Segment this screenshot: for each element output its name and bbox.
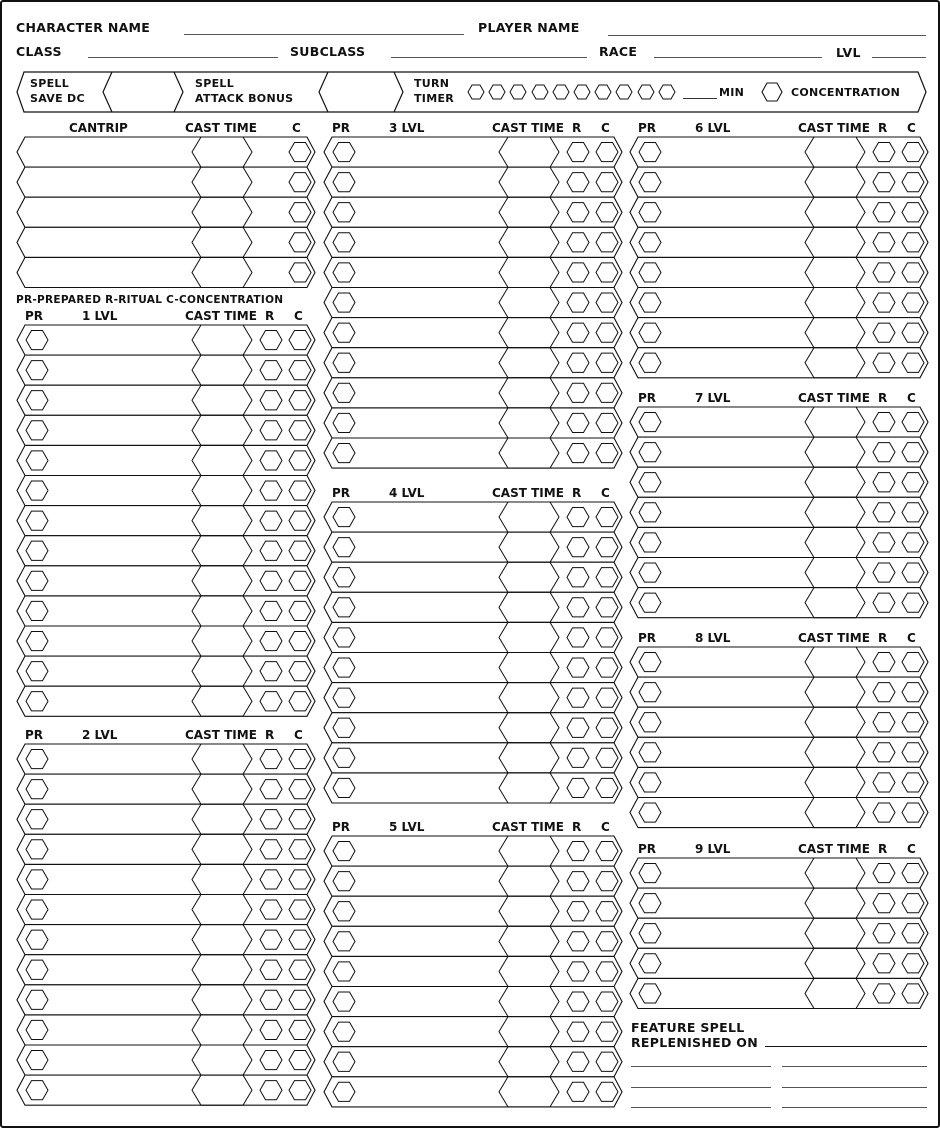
spell-row[interactable] [324, 622, 622, 652]
spell-name-field[interactable] [324, 288, 622, 318]
spell-save-dc-label-2: SAVE DC [30, 92, 85, 105]
timer-box-hex-icon[interactable] [509, 83, 527, 101]
spell-name-field[interactable] [17, 167, 315, 197]
spell-row[interactable] [17, 686, 315, 716]
spell-name-field[interactable] [630, 167, 928, 197]
spell-name-field[interactable] [630, 227, 928, 257]
cast-time-column-label: CAST TIME [798, 631, 870, 645]
spell-name-field[interactable] [324, 743, 622, 773]
spell-row[interactable] [17, 566, 315, 596]
section-title: 7 LVL [695, 391, 731, 405]
ritual-column-label: R [878, 842, 888, 856]
spell-row[interactable] [17, 137, 315, 167]
replenished-on-field[interactable] [765, 1046, 927, 1047]
spell-row[interactable] [17, 804, 315, 834]
spell-row[interactable] [17, 385, 315, 415]
spell-name-field[interactable] [324, 1077, 622, 1107]
race-label: RACE [599, 44, 638, 59]
spell-name-field[interactable] [17, 1075, 315, 1105]
spell-name-field[interactable] [630, 737, 928, 767]
spell-name-field[interactable] [324, 378, 622, 408]
cast-time-column-label: CAST TIME [492, 820, 564, 834]
spell-name-field[interactable] [17, 385, 315, 415]
spell-name-field[interactable] [17, 1015, 315, 1045]
ritual-column-label: R [265, 728, 275, 742]
spell-row[interactable] [17, 985, 315, 1015]
spell-rows [630, 407, 932, 622]
spell-row[interactable] [17, 925, 315, 955]
prepared-column-label: PR [332, 486, 351, 500]
spell-row[interactable] [17, 744, 315, 774]
spell-row[interactable] [17, 895, 315, 925]
spell-name-field[interactable] [324, 926, 622, 956]
spell-name-field[interactable] [630, 918, 928, 948]
spell-attack-label-1: SPELL [195, 77, 235, 90]
spell-save-dc-label-1: SPELL [30, 77, 70, 90]
spell-name-field[interactable] [17, 227, 315, 257]
spell-name-field[interactable] [630, 137, 928, 167]
spell-row[interactable] [17, 197, 315, 227]
cast-time-column-label: CAST TIME [185, 728, 257, 742]
spell-row[interactable] [324, 378, 622, 408]
timer-box-hex-icon[interactable] [467, 83, 485, 101]
spell-row[interactable] [324, 167, 622, 197]
concentration-column-label: C [907, 842, 916, 856]
spell-name-field[interactable] [17, 955, 315, 985]
spell-row[interactable] [324, 197, 622, 227]
timer-box-hex-icon[interactable] [658, 83, 676, 101]
player-name-label: PLAYER NAME [478, 20, 580, 35]
spell-name-field[interactable] [17, 804, 315, 834]
spell-name-field[interactable] [630, 348, 928, 378]
spell-row[interactable] [324, 1047, 622, 1077]
section-title: 4 LVL [389, 486, 425, 500]
feature-spell-line[interactable] [631, 1107, 771, 1108]
concentration-column-label: C [294, 728, 303, 742]
spell-row[interactable] [17, 626, 315, 656]
spell-row[interactable] [17, 536, 315, 566]
spell-name-field[interactable] [324, 227, 622, 257]
spell-row[interactable] [630, 677, 928, 707]
spell-row[interactable] [324, 562, 622, 592]
spell-name-field[interactable] [17, 864, 315, 894]
spell-save-dc-input[interactable] [112, 74, 174, 110]
spell-name-field[interactable] [324, 502, 622, 532]
prepared-column-label: PR [638, 391, 657, 405]
spell-name-field[interactable] [324, 167, 622, 197]
spell-row[interactable] [324, 318, 622, 348]
spell-row[interactable] [630, 707, 928, 737]
spell-name-field[interactable] [17, 925, 315, 955]
spell-row[interactable] [17, 355, 315, 385]
spell-row[interactable] [324, 137, 622, 167]
spell-row[interactable] [17, 325, 315, 355]
spell-name-field[interactable] [630, 647, 928, 677]
spell-row[interactable] [17, 774, 315, 804]
spell-row[interactable] [324, 713, 622, 743]
spell-row[interactable] [630, 497, 928, 527]
timer-box-hex-icon[interactable] [552, 83, 570, 101]
spell-row[interactable] [324, 592, 622, 622]
spell-rows [17, 744, 319, 1109]
spell-rows [17, 137, 319, 292]
spell-row[interactable] [324, 348, 622, 378]
spell-name-field[interactable] [17, 686, 315, 716]
spell-row[interactable] [17, 476, 315, 506]
section-title: 1 LVL [82, 309, 118, 323]
spell-name-field[interactable] [17, 744, 315, 774]
concentration-column-label: C [907, 631, 916, 645]
spell-name-field[interactable] [630, 978, 928, 1008]
spell-name-field[interactable] [324, 197, 622, 227]
spell-row[interactable] [324, 1017, 622, 1047]
spell-row[interactable] [324, 896, 622, 926]
spell-name-field[interactable] [324, 348, 622, 378]
spell-name-field[interactable] [324, 318, 622, 348]
spell-row[interactable] [630, 167, 928, 197]
spell-name-field[interactable] [324, 987, 622, 1017]
spell-row[interactable] [630, 978, 928, 1008]
spell-row[interactable] [17, 596, 315, 626]
concentration-hex-icon[interactable] [761, 82, 783, 102]
spell-name-field[interactable] [630, 558, 928, 588]
spell-name-field[interactable] [324, 866, 622, 896]
spell-row[interactable] [324, 438, 622, 468]
spell-row[interactable] [17, 257, 315, 287]
spell-row[interactable] [324, 408, 622, 438]
spell-rows [630, 647, 932, 832]
spell-row[interactable] [324, 1077, 622, 1107]
spell-row[interactable] [630, 257, 928, 287]
spell-rows [17, 325, 319, 720]
spell-rows [630, 858, 932, 1013]
feature-spell-label-2: REPLENISHED ON [631, 1035, 758, 1050]
feature-spell-line[interactable] [782, 1107, 927, 1108]
section-title: 8 LVL [695, 631, 731, 645]
spell-row[interactable] [324, 653, 622, 683]
spell-name-field[interactable] [324, 1017, 622, 1047]
prepared-column-label: PR [638, 631, 657, 645]
concentration-label: CONCENTRATION [791, 86, 901, 99]
cast-time-column-label: CAST TIME [492, 486, 564, 500]
timer-box-hex-icon[interactable] [615, 83, 633, 101]
cast-time-column-label: CAST TIME [798, 391, 870, 405]
prepared-column-label: PR [332, 820, 351, 834]
spell-row[interactable] [324, 288, 622, 318]
spell-row[interactable] [630, 288, 928, 318]
spell-row[interactable] [17, 506, 315, 536]
level-label: LVL [836, 45, 861, 60]
prepared-column-label: PR [25, 309, 44, 323]
spell-row[interactable] [630, 918, 928, 948]
spell-name-field[interactable] [17, 985, 315, 1015]
spell-row[interactable] [324, 743, 622, 773]
spell-name-field[interactable] [324, 1047, 622, 1077]
spell-name-field[interactable] [17, 137, 315, 167]
spell-row[interactable] [630, 197, 928, 227]
ritual-column-label: R [572, 121, 582, 135]
spell-row[interactable] [630, 318, 928, 348]
section-title: 9 LVL [695, 842, 731, 856]
spell-row[interactable] [630, 437, 928, 467]
spell-rows [324, 137, 626, 472]
spell-row[interactable] [324, 987, 622, 1017]
spell-row[interactable] [324, 502, 622, 532]
spell-name-field[interactable] [324, 773, 622, 803]
spell-name-field[interactable] [17, 626, 315, 656]
spell-name-field[interactable] [630, 948, 928, 978]
spell-row[interactable] [324, 773, 622, 803]
spell-name-field[interactable] [324, 257, 622, 287]
spell-name-field[interactable] [17, 197, 315, 227]
spell-row[interactable] [630, 647, 928, 677]
spell-row[interactable] [630, 798, 928, 828]
spell-row[interactable] [630, 467, 928, 497]
spell-name-field[interactable] [17, 476, 315, 506]
spell-name-field[interactable] [324, 408, 622, 438]
section-title: 3 LVL [389, 121, 425, 135]
spell-row[interactable] [17, 1075, 315, 1105]
spell-name-field[interactable] [17, 566, 315, 596]
timer-box-hex-icon[interactable] [594, 83, 612, 101]
spell-name-field[interactable] [324, 622, 622, 652]
spell-name-field[interactable] [324, 438, 622, 468]
spell-name-field[interactable] [630, 677, 928, 707]
class-label: CLASS [16, 44, 62, 59]
section-title: 6 LVL [695, 121, 731, 135]
cast-time-column-label: CAST TIME [185, 121, 257, 135]
spell-name-field[interactable] [17, 325, 315, 355]
spell-row[interactable] [630, 767, 928, 797]
spell-name-field[interactable] [17, 536, 315, 566]
feature-spell-line[interactable] [782, 1087, 927, 1088]
spell-name-field[interactable] [17, 506, 315, 536]
spell-name-field[interactable] [630, 888, 928, 918]
spell-rows [630, 137, 932, 382]
spell-name-field[interactable] [17, 656, 315, 686]
ritual-column-label: R [265, 309, 275, 323]
spell-name-field[interactable] [630, 767, 928, 797]
timer-box-hex-icon[interactable] [531, 83, 549, 101]
cast-time-column-label: CAST TIME [185, 309, 257, 323]
concentration-column-label: C [294, 309, 303, 323]
spell-name-field[interactable] [324, 653, 622, 683]
spell-name-field[interactable] [630, 437, 928, 467]
ritual-column-label: R [878, 121, 888, 135]
spell-row[interactable] [17, 864, 315, 894]
cast-time-column-label: CAST TIME [492, 121, 564, 135]
spell-name-field[interactable] [17, 834, 315, 864]
spell-name-field[interactable] [324, 532, 622, 562]
min-label: MIN [719, 86, 745, 99]
spell-row[interactable] [17, 415, 315, 445]
spell-row[interactable] [324, 836, 622, 866]
spell-name-field[interactable] [630, 497, 928, 527]
ritual-column-label: R [878, 631, 888, 645]
timer-box-hex-icon[interactable] [573, 83, 591, 101]
spell-name-field[interactable] [630, 257, 928, 287]
concentration-column-label: C [601, 820, 610, 834]
spell-name-field[interactable] [630, 588, 928, 618]
spell-row[interactable] [630, 558, 928, 588]
timer-box-hex-icon[interactable] [637, 83, 655, 101]
prepared-column-label: PR [332, 121, 351, 135]
spell-row[interactable] [324, 683, 622, 713]
turn-timer-label-1: TURN [414, 77, 450, 90]
spell-name-field[interactable] [17, 1045, 315, 1075]
spell-row[interactable] [630, 137, 928, 167]
spell-row[interactable] [324, 956, 622, 986]
ritual-column-label: R [878, 391, 888, 405]
spell-row[interactable] [17, 167, 315, 197]
spell-name-field[interactable] [17, 415, 315, 445]
ritual-column-label: R [572, 820, 582, 834]
spell-name-field[interactable] [324, 592, 622, 622]
spell-name-field[interactable] [17, 774, 315, 804]
spell-row[interactable] [324, 926, 622, 956]
section-title: 2 LVL [82, 728, 118, 742]
spell-row[interactable] [17, 656, 315, 686]
spell-name-field[interactable] [17, 257, 315, 287]
legend: PR-PREPARED R-RITUAL C-CONCENTRATION [16, 294, 284, 306]
feature-spell-label-1: FEATURE SPELL [631, 1020, 745, 1035]
spell-row[interactable] [630, 527, 928, 557]
spell-name-field[interactable] [630, 707, 928, 737]
spell-row[interactable] [324, 227, 622, 257]
spell-name-field[interactable] [324, 683, 622, 713]
cast-time-column-label: CAST TIME [798, 842, 870, 856]
concentration-column-label: C [292, 121, 301, 135]
spell-name-field[interactable] [630, 527, 928, 557]
turn-timer-label-2: TIMER [414, 92, 455, 105]
concentration-column-label: C [601, 121, 610, 135]
spell-row[interactable] [17, 1015, 315, 1045]
ritual-column-label: R [572, 486, 582, 500]
spell-row[interactable] [17, 1045, 315, 1075]
spell-rows [324, 502, 626, 807]
spell-row[interactable] [324, 532, 622, 562]
spell-name-field[interactable] [630, 288, 928, 318]
spell-name-field[interactable] [630, 407, 928, 437]
spell-row[interactable] [324, 257, 622, 287]
spell-name-field[interactable] [324, 956, 622, 986]
subclass-label: SUBCLASS [290, 44, 366, 59]
spell-attack-bonus-input[interactable] [328, 74, 394, 110]
prepared-column-label: PR [25, 728, 44, 742]
min-field[interactable] [683, 98, 717, 99]
spell-row[interactable] [17, 445, 315, 475]
spell-name-field[interactable] [630, 318, 928, 348]
character-name-label: CHARACTER NAME [16, 20, 151, 35]
spell-name-field[interactable] [630, 858, 928, 888]
spell-row[interactable] [630, 407, 928, 437]
feature-spell-line[interactable] [631, 1087, 771, 1088]
spell-name-field[interactable] [324, 137, 622, 167]
spell-name-field[interactable] [630, 197, 928, 227]
spell-rows [324, 836, 626, 1111]
spell-name-field[interactable] [324, 836, 622, 866]
concentration-column-label: C [601, 486, 610, 500]
spell-name-field[interactable] [324, 896, 622, 926]
spell-row[interactable] [17, 955, 315, 985]
section-title: CANTRIP [69, 121, 128, 135]
spell-name-field[interactable] [324, 562, 622, 592]
spell-attack-label-2: ATTACK BONUS [195, 92, 294, 105]
spell-name-field[interactable] [630, 467, 928, 497]
spell-row[interactable] [630, 227, 928, 257]
spell-name-field[interactable] [17, 895, 315, 925]
feature-spell-line[interactable] [631, 1066, 771, 1067]
spell-row[interactable] [630, 948, 928, 978]
spell-name-field[interactable] [17, 355, 315, 385]
spell-row[interactable] [17, 834, 315, 864]
section-title: 5 LVL [389, 820, 425, 834]
spell-row[interactable] [630, 348, 928, 378]
spell-row[interactable] [324, 866, 622, 896]
spell-row[interactable] [17, 227, 315, 257]
spell-row[interactable] [630, 858, 928, 888]
cast-time-column-label: CAST TIME [798, 121, 870, 135]
spell-row[interactable] [630, 888, 928, 918]
spell-row[interactable] [630, 588, 928, 618]
spell-name-field[interactable] [630, 798, 928, 828]
timer-box-hex-icon[interactable] [488, 83, 506, 101]
spell-name-field[interactable] [324, 713, 622, 743]
feature-spell-line[interactable] [782, 1066, 927, 1067]
spell-name-field[interactable] [17, 445, 315, 475]
prepared-column-label: PR [638, 121, 657, 135]
spell-row[interactable] [630, 737, 928, 767]
spell-name-field[interactable] [17, 596, 315, 626]
concentration-column-label: C [907, 121, 916, 135]
prepared-column-label: PR [638, 842, 657, 856]
concentration-column-label: C [907, 391, 916, 405]
